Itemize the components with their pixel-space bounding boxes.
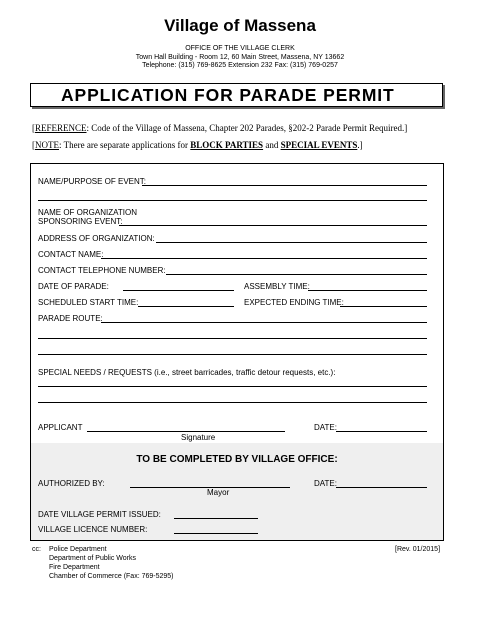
end-time-field[interactable] (340, 306, 427, 307)
office-address: Town Hall Building - Room 12, 60 Main Street, Massena, NY 13662 (135, 54, 345, 61)
org-name-field[interactable] (119, 225, 427, 226)
special-needs-field[interactable] (38, 386, 427, 387)
village-title: Village of Massena (164, 16, 316, 35)
assembly-time-field[interactable] (308, 290, 427, 291)
date-parade-label: DATE OF PARADE: (38, 282, 109, 291)
form-title: APPLICATION FOR PARADE PERMIT (61, 85, 395, 105)
office-date-label: DATE: (314, 479, 337, 488)
cc-item: Department of Public Works (49, 555, 137, 562)
contact-phone-label: CONTACT TELEPHONE NUMBER: (38, 266, 166, 275)
block-parties-link: BLOCK PARTIES (190, 140, 264, 150)
special-events-link: SPECIAL EVENTS (280, 140, 358, 150)
licence-number-field[interactable] (174, 533, 258, 534)
applicant-date-label: DATE: (314, 423, 337, 432)
org-address-label: ADDRESS OF ORGANIZATION: (38, 234, 155, 243)
note-and: and (263, 140, 281, 150)
office-phone: Telephone: (315) 769-8625 Extension 232 Fax: (315) 769-0257 (142, 62, 338, 69)
name-purpose-field[interactable] (142, 185, 427, 186)
route-field-3[interactable] (38, 354, 427, 355)
start-time-field[interactable] (138, 306, 234, 307)
cc-label: cc: (32, 546, 41, 553)
cc-item: Police Department (49, 546, 107, 553)
office-name: OFFICE OF THE VILLAGE CLERK (185, 45, 295, 52)
special-needs-label: SPECIAL NEEDS / REQUESTS (i.e., street barricades, traffic detour requests, etc.): (38, 368, 336, 377)
contact-name-field[interactable] (101, 258, 427, 259)
cc-list (49, 545, 174, 581)
form-title-box (30, 83, 443, 107)
note-line: [NOTE: There are separate applications for BLOCK PARTIES and SPECIAL EVENTS.] (32, 140, 363, 150)
date-parade-field[interactable] (123, 290, 234, 291)
applicant-date-field[interactable] (336, 431, 427, 432)
assembly-time-label: ASSEMBLY TIME: (244, 282, 310, 291)
contact-phone-field[interactable] (166, 274, 427, 275)
permit-issued-label: DATE VILLAGE PERMIT ISSUED: (38, 510, 161, 519)
applicant-signature-field[interactable] (87, 431, 285, 432)
mayor-caption: Mayor (207, 488, 230, 497)
licence-number-label: VILLAGE LICENCE NUMBER: (38, 525, 148, 534)
applicant-label: APPLICANT (38, 423, 83, 432)
route-field-2[interactable] (38, 338, 427, 339)
reference-label: REFERENCE (35, 123, 87, 133)
office-date-field[interactable] (336, 487, 427, 488)
special-needs-field-2[interactable] (38, 402, 427, 403)
org-address-field[interactable] (156, 242, 427, 243)
name-purpose-field-2[interactable] (38, 200, 427, 201)
route-label: PARADE ROUTE: (38, 314, 103, 323)
signature-caption: Signature (181, 433, 216, 442)
permit-issued-field[interactable] (174, 518, 258, 519)
reference-line: [REFERENCE: Code of the Village of Massena, Chapter 202 Parades, §202-2 Parade Permit Required.] (32, 123, 408, 133)
reference-text: : Code of the Village of Massena, Chapter 202 Parades, §202-2 Parade Permit Required.] (86, 123, 408, 133)
start-time-label: SCHEDULED START TIME: (38, 298, 139, 307)
revision-date: [Rev. 01/2015] (395, 546, 441, 553)
name-purpose-label: NAME/PURPOSE OF EVENT: (38, 177, 147, 186)
office-section-title: TO BE COMPLETED BY VILLAGE OFFICE: (136, 454, 338, 465)
route-field[interactable] (101, 322, 427, 323)
org-name-label-2: SPONSORING EVENT: (38, 217, 123, 226)
note-end: .] (357, 140, 363, 150)
authorized-by-label: AUTHORIZED BY: (38, 479, 105, 488)
note-text: : There are separate applications for (59, 140, 191, 150)
contact-name-label: CONTACT NAME: (38, 250, 104, 259)
cc-item: Chamber of Commerce (Fax: 769-5295) (49, 573, 174, 580)
end-time-label: EXPECTED ENDING TIME: (244, 298, 344, 307)
cc-item: Fire Department (49, 564, 100, 571)
org-name-label: NAME OF ORGANIZATION (38, 208, 137, 217)
note-label: NOTE (35, 140, 59, 150)
